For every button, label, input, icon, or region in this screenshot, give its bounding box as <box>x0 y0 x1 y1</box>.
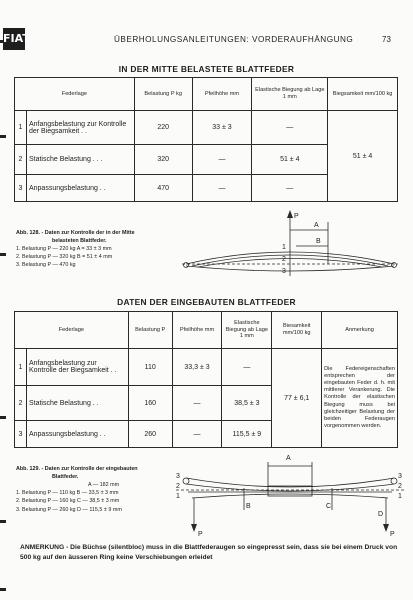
spring-eye <box>391 478 397 484</box>
legend-line: 3. Belastung P — 470 kg <box>16 262 76 269</box>
table-header-row <box>15 78 398 111</box>
table-header-row <box>15 312 398 349</box>
installed-spring-diagram-129 <box>172 448 408 540</box>
arc-cell: — <box>192 175 252 202</box>
column-header: Anmerkung <box>322 312 398 349</box>
column-header: Biegsamkeit mm/100 kg <box>328 78 398 111</box>
column-header: Belastung P kg <box>134 78 192 111</box>
figure-caption: Blattfeder. <box>52 474 79 481</box>
label-b: B <box>246 503 251 510</box>
load-arrow <box>287 210 293 218</box>
label-3: 3 <box>398 473 402 480</box>
row-number: 1 <box>15 111 27 145</box>
label-3: 3 <box>176 473 180 480</box>
legend-line: 3. Belastung P — 260 kg D — 115,5 ± 9 mm <box>16 506 122 513</box>
label-a: A <box>286 455 291 462</box>
arc-cell: — <box>172 421 222 448</box>
arc-cell: — <box>172 386 222 421</box>
label-1: 1 <box>282 244 286 251</box>
spring-data-table <box>14 77 398 202</box>
label-p: P <box>294 213 299 220</box>
margin-mark <box>0 416 6 419</box>
row-label: Anpassungsbelastung . . <box>26 175 134 202</box>
row-label: Statische Belastung . . <box>26 386 128 421</box>
load-cell: 260 <box>128 421 172 448</box>
label-d: D <box>378 511 384 518</box>
margin-mark <box>0 588 6 591</box>
flexibility-cell: 77 ± 6,1 <box>272 349 322 448</box>
row-label: Anfangsbelastung zur Kontrolle der Biegsamkeit . . <box>26 349 128 386</box>
label-1: 1 <box>398 493 402 500</box>
legend-line: A — 182 mm <box>88 482 120 489</box>
spring-eye <box>183 478 189 484</box>
margin-mark <box>0 253 6 256</box>
deflection-cell: — <box>222 349 272 386</box>
arc-cell: — <box>192 145 252 175</box>
column-header: Federlage <box>15 312 129 349</box>
load-arrow <box>383 524 389 532</box>
legend-line: 2. Belastung P — 320 kg B = 51 ± 4 mm <box>16 254 113 261</box>
label-c: C <box>326 503 332 510</box>
label-a: A <box>314 222 319 229</box>
label-2: 2 <box>398 483 402 490</box>
figure-128-legend <box>16 229 135 270</box>
load-cell: 220 <box>134 111 192 145</box>
column-header: Belastung P <box>128 312 172 349</box>
arc-cell: 33 ± 3 <box>192 111 252 145</box>
row-label: Anpassungsbelastung . . <box>26 421 128 448</box>
label-2: 2 <box>176 483 180 490</box>
page-header-title: ÜBERHOLUNGSANLEITUNGEN: VORDERAUFHÄNGUNG <box>114 35 354 44</box>
label-p: P <box>390 531 395 538</box>
legend-line: 1. Belastung P — 110 kg B — 33,5 ± 3 mm <box>16 490 119 497</box>
installed-spring-table <box>14 311 398 448</box>
load-cell: 160 <box>128 386 172 421</box>
label-b: B <box>316 238 321 245</box>
label-3: 3 <box>282 268 286 275</box>
table-row <box>15 349 398 386</box>
spring-eye <box>184 263 189 268</box>
figure-caption: belasteten Blattfeder. <box>52 238 107 245</box>
column-header: Biesamkeit mm/100 kg <box>272 312 322 349</box>
margin-mark <box>0 135 6 138</box>
row-number: 2 <box>15 145 27 175</box>
section-title: IN DER MITTE BELASTETE BLATTFEDER <box>118 64 295 74</box>
remark-note: ANMERKUNG - Die Büchse (silentbloc) muss in die Blattfederaugen so eingepresst sein, dass sie bei einem Druck von 500 kg auf den äusseren Ring keine Verschiebungen erleidet <box>20 544 398 561</box>
row-label: Anfangsbelastung zur Kontrolle der Biegsamkeit . . <box>26 111 134 145</box>
row-label: Statische Belastung . . . <box>26 145 134 175</box>
column-header: Elastische Biegung ab Lage 1 mm <box>222 312 272 349</box>
deflection-cell: — <box>252 111 328 145</box>
flexibility-cell: 51 ± 4 <box>328 111 398 202</box>
spring-eye <box>392 263 397 268</box>
column-header: Elastische Biegung ab Lage 1 mm <box>252 78 328 111</box>
deflection-cell: 38,5 ± 3 <box>222 386 272 421</box>
label-p: P <box>198 531 203 538</box>
load-cell: 470 <box>134 175 192 202</box>
figure-129-legend <box>16 465 138 514</box>
page-number: 73 <box>382 35 391 44</box>
figure-caption: Abb. 129. - Daten zur Kontrolle der eingebauten <box>16 466 138 472</box>
row-number: 3 <box>15 421 27 448</box>
load-cell: 320 <box>134 145 192 175</box>
remark-cell: Die Federeigenschaften entsprechen der eingebauten Feder d. h. mit mittlerer Verankerung. Die Kontrolle der elastischen Biegung muss bei gleichzeitiger Belastung der beiden Federaugen vorgenommen werden. <box>322 349 398 448</box>
figure-caption: Abb. 128. - Daten zur Kontrolle der in der Mitte <box>16 230 135 236</box>
legend-line: 1. Belastung P — 220 kg A = 33 ± 3 mm <box>16 246 112 253</box>
table-row <box>15 111 398 145</box>
leaf-spring-diagram-128 <box>178 206 404 280</box>
label-1: 1 <box>176 493 180 500</box>
margin-mark <box>0 520 6 523</box>
section-title: DATEN DER EINGEBAUTEN BLATTFEDER <box>117 297 296 307</box>
arc-cell: 33,3 ± 3 <box>172 349 222 386</box>
brand-logo: FIAT <box>3 28 25 50</box>
load-arrow <box>191 524 197 532</box>
label-2: 2 <box>282 256 286 263</box>
deflection-cell: 115,5 ± 9 <box>222 421 272 448</box>
row-number: 2 <box>15 386 27 421</box>
legend-line: 2. Belastung P — 160 kg C — 38,5 ± 3 mm <box>16 498 120 505</box>
deflection-cell: 51 ± 4 <box>252 145 328 175</box>
column-header: Federlage <box>15 78 135 111</box>
row-number: 1 <box>15 349 27 386</box>
deflection-cell: — <box>252 175 328 202</box>
load-cell: 110 <box>128 349 172 386</box>
row-number: 3 <box>15 175 27 202</box>
column-header: Pfeilhöhe mm <box>192 78 252 111</box>
column-header: Pfeilhöhe mm <box>172 312 222 349</box>
